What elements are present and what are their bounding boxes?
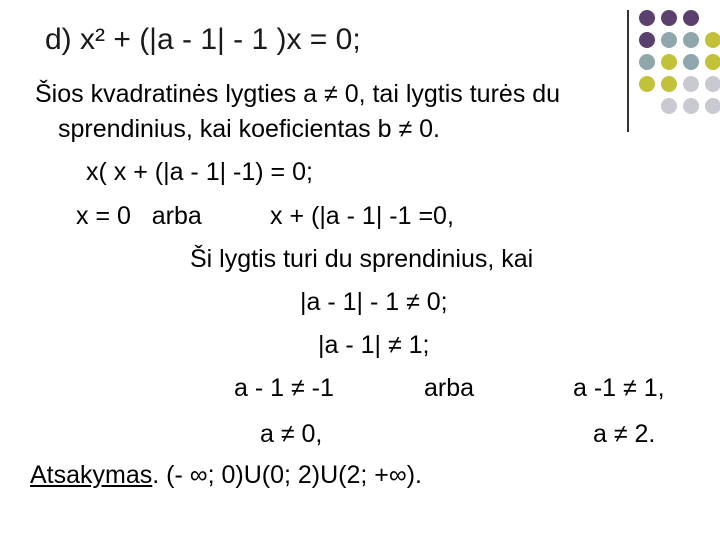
dot-olive	[705, 54, 720, 70]
text-line-1: Šios kvadratinės lygties a ≠ 0, tai lygtis turės du	[35, 80, 561, 108]
decorative-dots	[636, 8, 720, 120]
page-title: d) x² + (|a - 1| - 1 )x = 0;	[45, 23, 361, 56]
condition-2: |a - 1| ≠ 1;	[318, 331, 430, 359]
answer-line	[30, 460, 422, 490]
dot-purple	[639, 32, 655, 48]
answer-label: Atsakymas	[30, 461, 153, 489]
dot-gray	[705, 98, 720, 114]
condition-1: |a - 1| - 1 ≠ 0;	[300, 288, 448, 316]
dot-olive	[639, 76, 655, 92]
result-left: a ≠ 0,	[260, 420, 323, 448]
case-left: a - 1 ≠ -1	[234, 374, 334, 402]
result-right: a ≠ 2.	[593, 420, 656, 448]
dot-purple	[683, 10, 699, 26]
dot-olive	[705, 32, 720, 48]
dot-purple	[661, 10, 677, 26]
condition-text: Ši lygtis turi du sprendinius, kai	[190, 245, 534, 273]
equation-factored: x( x + (|a - 1| -1) = 0;	[86, 158, 313, 186]
dot-teal	[639, 54, 655, 70]
dot-gray	[683, 76, 699, 92]
solution-x-zero: x = 0 arba	[76, 202, 202, 230]
text-line-2: sprendinius, kai koeficientas b ≠ 0.	[58, 115, 440, 143]
dot-olive	[661, 54, 677, 70]
dot-teal	[683, 32, 699, 48]
case-right: a -1 ≠ 1,	[573, 374, 665, 402]
dot-gray	[705, 76, 720, 92]
dot-gray	[661, 98, 677, 114]
dot-purple	[639, 10, 655, 26]
dot-olive	[661, 76, 677, 92]
dot-teal	[661, 32, 677, 48]
dot-gray	[683, 98, 699, 114]
answer-text: . (- ∞; 0)U(0; 2)U(2; +∞).	[152, 461, 422, 489]
case-or: arba	[424, 374, 475, 402]
solution-second: x + (|a - 1| -1 =0,	[270, 202, 454, 230]
dot-teal	[683, 54, 699, 70]
divider-line	[627, 10, 629, 132]
